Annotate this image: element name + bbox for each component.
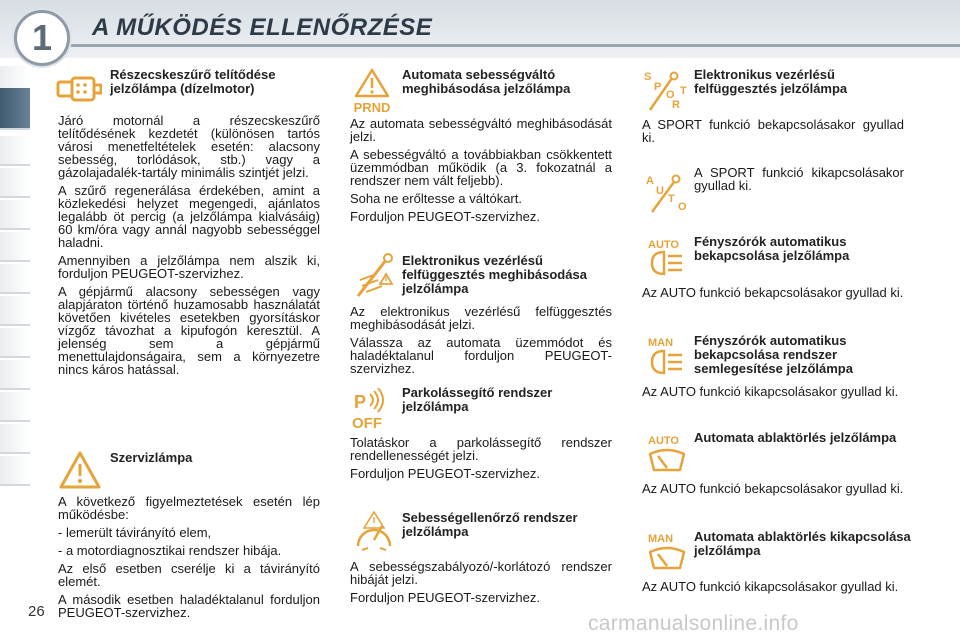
headlamp-man-paragraph: Az AUTO funkció kikapcsolásakor gyullad ki. [642,384,899,399]
headlamp-man-text [642,385,904,403]
chapter-tab[interactable] [0,296,30,326]
wiper-man-heading: Automata ablaktörlés kikapcsolása jelzőlámpa [694,529,911,558]
parking-heading: Parkolássegítő rendszer jelzőlámpa [402,385,553,414]
speed-control-icon [354,510,394,554]
dpf-paragraph: A gépjármű alacsony sebességen vagy alapjáraton történő huzamosabb használatát követően kivételes esetekben gyorsításkor vízgőz távozhat a kipufogón keresztül. A jelenség sem a gépjármű menettulajdonságaira, sem a környezetre nincs káros hatással. [58,284,320,377]
chapter-tab[interactable] [0,136,30,166]
chapter-tab[interactable] [0,360,30,390]
sport-heading: Elektronikus vezérlésű felfüggesztés jelzőlámpa [694,67,848,96]
wiper-auto-paragraph: Az AUTO funkció bekapcsolásakor gyullad ki. [642,481,904,496]
parking-paragraph: Forduljon PEUGEOT-szervizhez. [350,466,541,481]
svg-text:R: R [672,99,680,111]
svg-text:MAN: MAN [648,533,674,545]
chapter-tab[interactable] [0,232,30,262]
wiper-auto-text [642,482,904,500]
chapter-tab[interactable] [0,392,30,422]
wiper-man-paragraph: Az AUTO funkció kikapcsolásakor gyullad ki. [642,579,899,594]
headlamp-auto-paragraph: Az AUTO funkció bekapcsolásakor gyullad ki. [642,285,904,300]
headlamp-auto-heading: Fényszórók automatikus bekapcsolása jelzőlámpa [694,234,850,263]
chapter-tab[interactable] [0,456,30,486]
svg-text:A: A [646,175,654,187]
svg-text:O: O [678,201,687,213]
auto-wiper-icon [644,432,690,474]
gearbox-paragraph: Soha ne erőltesse a váltókart. [350,191,522,206]
chapter-tab[interactable] [0,424,30,454]
watermark: carmanualsonline.info [588,612,799,635]
gearbox-paragraph: Forduljon PEUGEOT-szervizhez. [350,209,541,224]
suspension-fault-icon [352,252,396,302]
svg-text:MAN: MAN [648,337,674,349]
header-rule [70,44,960,47]
sport-on-text [642,118,904,149]
speed-heading: Sebességellenőrző rendszer jelzőlámpa [402,510,578,539]
service-list-item: - a motordiagnosztikai rendszer hibája. [58,543,282,558]
dpf-paragraph: A szűrő regenerálása érdekében, amint a közlekedési helyzet megengedi, ajánlatos legalább öt percig (a jelzőlámpa kialvásáig) 60 km/óra vagy annál nagyobb sebességgel haladni. [58,183,320,250]
service-heading: Szervizlámpa [110,450,193,465]
speed-text [350,560,612,609]
page-number: 26 [28,603,45,620]
svg-text:AUTO: AUTO [648,239,679,251]
svg-text:T: T [668,193,675,205]
page-title: A MŰKÖDÉS ELLENŐRZÉSE [92,14,433,41]
sport-on-paragraph: A SPORT funkció bekapcsolásakor gyullad ki. [642,117,904,145]
sport-suspension-icon [642,68,688,112]
gearbox-text [350,117,612,228]
chapter-tab[interactable] [0,264,30,294]
dpf-heading: Részecskeszűrő telítődése jelzőlámpa (dízelmotor) [110,67,276,96]
chapter-tab[interactable] [0,200,30,230]
auto-headlamp-icon [644,236,690,276]
dpf-text [58,114,320,381]
svg-text:AUTO: AUTO [648,435,679,447]
svg-text:T: T [680,85,687,97]
speed-paragraph: A sebességszabályozó/-korlátozó rendszer hibáját jelzi. [350,559,612,587]
dpf-paragraph: Amennyiben a jelzőlámpa nem alszik ki, forduljon PEUGEOT-szervizhez. [58,253,320,281]
parking-paragraph: Tolatáskor a parkolássegítő rendszer rendellenességét jelzi. [350,435,612,463]
parking-sensor-off-icon [350,388,394,430]
sport-suspension-off-icon [644,170,690,214]
svg-text:S: S [644,71,652,83]
svg-text:P: P [654,81,662,93]
service-paragraph: Az első esetben cserélje ki a távirányító elemét. [58,561,320,589]
gearbox-paragraph: A sebességváltó a továbbiakban csökkentett üzemmódban működik (a 3. fokozatnál a rendszer nem vált feljebb). [350,147,612,188]
particle-filter-icon [56,70,102,108]
chapter-tab[interactable] [0,168,30,198]
manual-wiper-icon [644,530,690,572]
svg-text:U: U [656,185,664,197]
headlamp-auto-text [642,286,904,304]
sport-off-paragraph: A SPORT funkció kikapcsolásakor gyullad ki. [694,165,904,193]
suspension-fault-text [350,305,612,380]
gearbox-paragraph: Az automata sebességváltó meghibásodását jelzi. [350,116,612,144]
suspension-fault-heading: Elektronikus vezérlésű felfüggesztés meghibásodása jelzőlámpa [402,253,587,296]
wiper-man-text [642,580,904,598]
wiper-auto-heading: Automata ablaktörlés jelzőlámpa [694,430,897,445]
chapter-badge: 1 [14,10,70,66]
parking-icon-label: P [354,392,367,412]
speed-paragraph: Forduljon PEUGEOT-szervizhez. [350,590,541,605]
manual-headlamp-icon [644,334,690,376]
warning-triangle-icon [58,450,102,490]
dpf-paragraph: Járó motornál a részecskeszűrő telítődésének kezdetét (különösen tartós városi menetfeltételek esetén: alacsony sebesség, torlódások, stb.) vagy a gázolajadalék-tartály minimális szintjét jelzi. [58,113,320,180]
gearbox-warning-icon [348,68,396,114]
gearbox-icon-label: PRND [353,100,391,114]
svg-text:O: O [666,89,675,101]
service-text [58,495,320,624]
service-paragraph: A második esetben haladéktalanul forduljon PEUGEOT-szervizhez. [58,592,320,620]
service-intro: A következő figyelmeztetések esetén lép működésbe: [58,494,320,522]
sport-off-text [694,166,904,197]
headlamp-man-heading: Fényszórók automatikus bekapcsolása rendszer semlegesítése jelzőlámpa [694,333,853,376]
parking-text [350,436,612,485]
chapter-tab-active[interactable] [0,88,30,130]
suspension-fault-paragraph: Az elektronikus vezérlésű felfüggesztés meghibásodását jelzi. [350,304,612,332]
service-list-item: - lemerült távirányító elem, [58,525,212,540]
chapter-tabs [0,66,32,506]
suspension-fault-paragraph: Válassza az automata üzemmódot és haladéktalanul forduljon PEUGEOT-szervizhez. [350,335,612,376]
gearbox-heading: Automata sebességváltó meghibásodása jelzőlámpa [402,67,571,96]
parking-icon-off-label: OFF [352,415,382,430]
chapter-tab[interactable] [0,328,30,358]
